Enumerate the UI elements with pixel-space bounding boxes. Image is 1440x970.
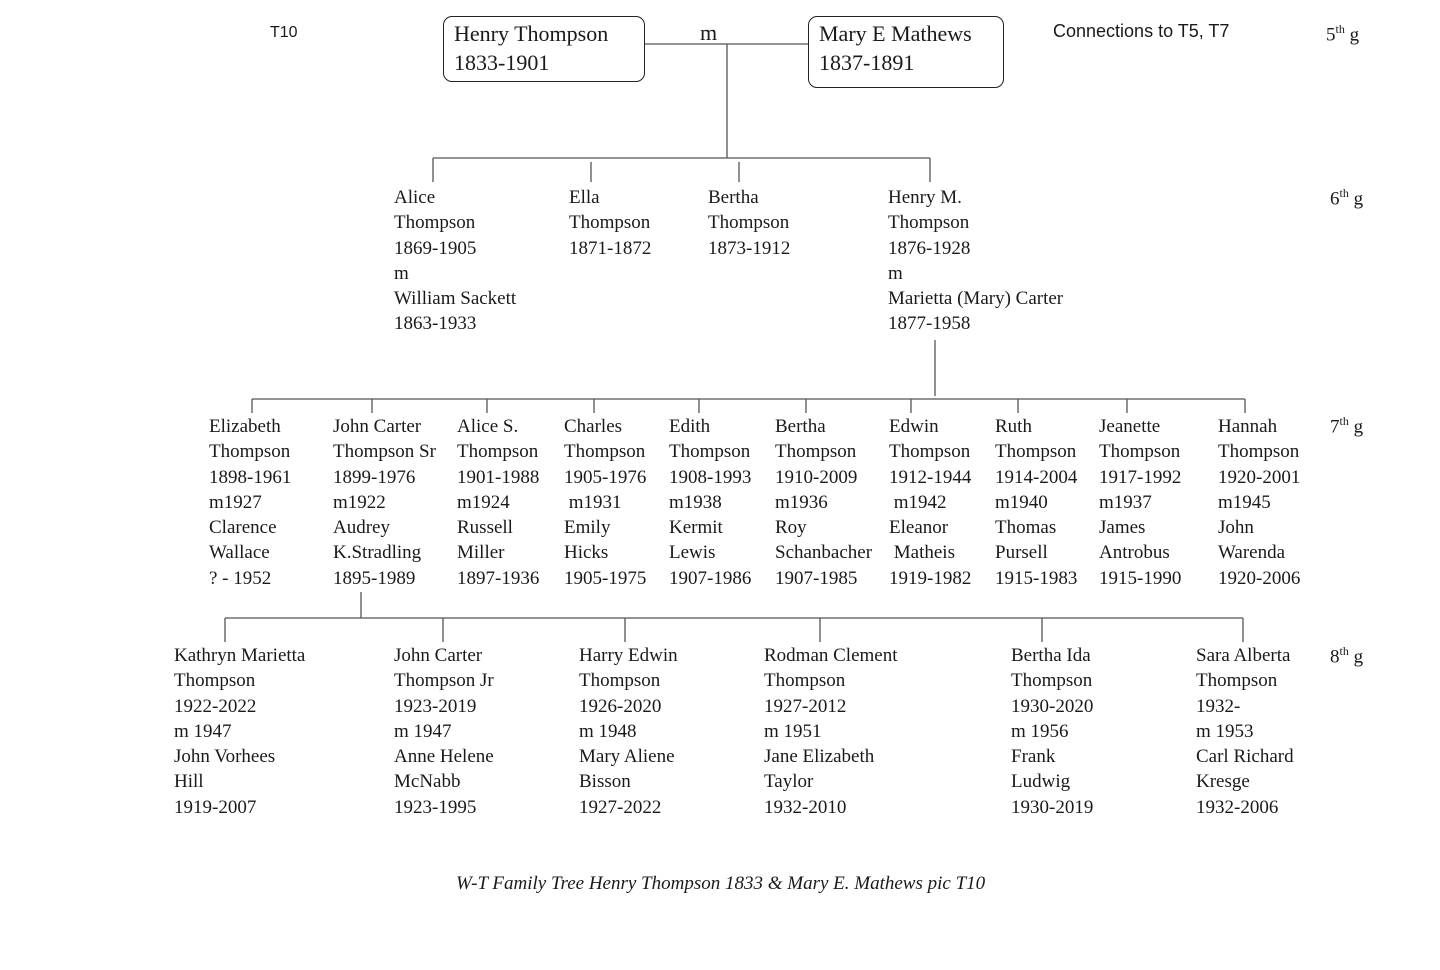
- person-line: Warenda: [1218, 542, 1286, 564]
- gen7-person: [669, 414, 751, 591]
- person-line: Bertha: [708, 187, 759, 208]
- person-line: m1937: [1099, 491, 1152, 513]
- person-line: Mary Aliene: [579, 746, 675, 768]
- gen7-person: [457, 414, 539, 591]
- person-line: Bisson: [579, 771, 631, 793]
- gen7-person: [1099, 414, 1181, 591]
- root-husband-box: [443, 16, 645, 82]
- gen7-person: [209, 414, 291, 591]
- person-line: Thompson: [569, 212, 651, 234]
- person-line: ? - 1952: [209, 567, 272, 589]
- person-line: Thompson: [1011, 670, 1093, 692]
- person-line: Thompson: [564, 441, 646, 463]
- gen8-person: [1011, 643, 1093, 820]
- gen8-person: [1196, 643, 1294, 820]
- person-line: 1930-2019: [1011, 796, 1094, 818]
- person-line: John Vorhees: [174, 746, 276, 768]
- generation-label: 8th g: [1330, 644, 1364, 668]
- person-line: 1919-2007: [174, 796, 257, 818]
- person-line: Hicks: [564, 542, 609, 564]
- person-line: Eleanor: [889, 517, 949, 539]
- person-line: Edith: [669, 416, 711, 437]
- gen8-person: [174, 643, 305, 820]
- tree-caption: W-T Family Tree Henry Thompson 1833 & Mary E. Mathews pic T10: [456, 873, 986, 894]
- person-line: 1869-1905: [394, 237, 477, 259]
- person-line: 1871-1872: [569, 237, 652, 259]
- person-line: m1936: [775, 491, 828, 513]
- person-line: Ella: [569, 187, 600, 208]
- person-line: 1910-2009: [775, 466, 858, 488]
- root-wife-box: [808, 16, 1004, 88]
- person-line: William Sackett: [394, 288, 517, 310]
- person-line: McNabb: [394, 771, 461, 793]
- person-line: 1927-2012: [764, 695, 847, 717]
- person-line: Ruth: [995, 416, 1032, 437]
- person-line: 1897-1936: [457, 567, 540, 589]
- person-line: Pursell: [995, 542, 1048, 564]
- person-line: Sara Alberta: [1196, 645, 1291, 666]
- person-line: 1898-1961: [209, 466, 292, 488]
- person-line: Carl Richard: [1196, 746, 1294, 768]
- person-line: Clarence: [209, 517, 277, 539]
- person-line: Kresge: [1196, 771, 1250, 793]
- person-line: m1922: [333, 491, 386, 513]
- person-line: 1873-1912: [708, 237, 791, 259]
- person-line: Rodman Clement: [764, 645, 898, 666]
- person-line: 1876-1928: [888, 237, 971, 259]
- person-line: 1901-1988: [457, 466, 540, 488]
- person-line: Bertha: [775, 416, 826, 437]
- person-line: 1932-: [1196, 695, 1241, 717]
- person-line: m 1953: [1196, 720, 1254, 742]
- person-line: Thompson Jr: [394, 670, 494, 692]
- person-line: m 1956: [1011, 720, 1069, 742]
- person-line: Lewis: [669, 542, 716, 564]
- tree-id-label: T10: [270, 24, 298, 41]
- person-line: Thompson Sr: [333, 441, 436, 463]
- person-line: 1922-2022: [174, 695, 257, 717]
- person-line: 1908-1993: [669, 466, 752, 488]
- gen7-person: [775, 414, 872, 591]
- person-line: Alice S.: [457, 416, 519, 437]
- person-line: Kermit: [669, 517, 723, 539]
- person-line: m 1948: [579, 720, 637, 742]
- person-line: m 1947: [394, 720, 452, 742]
- person-line: Edwin: [889, 416, 939, 437]
- person-line: Hannah: [1218, 416, 1278, 437]
- person-line: Jeanette: [1099, 416, 1161, 437]
- gen6-person: [569, 185, 651, 261]
- gen8-person: [394, 643, 494, 820]
- person-line: James: [1099, 517, 1146, 539]
- person-line: m1927: [209, 491, 262, 513]
- gen7-person: [564, 414, 646, 591]
- person-line: m1940: [995, 491, 1048, 513]
- person-line: Thompson: [1196, 670, 1278, 692]
- gen7-person: [889, 414, 971, 591]
- person-line: 1863-1933: [394, 313, 477, 335]
- person-line: 1899-1976: [333, 466, 416, 488]
- person-line: Frank: [1011, 746, 1056, 768]
- person-line: K.Stradling: [333, 542, 422, 564]
- person-line: Russell: [457, 517, 513, 539]
- generation-label: 6th g: [1330, 186, 1364, 210]
- person-line: Roy: [775, 517, 807, 539]
- person-line: John Carter: [333, 416, 422, 437]
- person-line: Thompson: [669, 441, 751, 463]
- gen8-person: [579, 643, 678, 820]
- person-line: Marietta (Mary) Carter: [888, 288, 1064, 310]
- person-line: m1924: [457, 491, 510, 513]
- person-line: Thomas: [995, 517, 1057, 539]
- person-line: Jane Elizabeth: [764, 746, 875, 768]
- person-line: 1915-1983: [995, 567, 1078, 589]
- person-line: Hill: [174, 771, 204, 793]
- person-line: John: [1218, 517, 1254, 539]
- person-line: 1923-1995: [394, 796, 477, 818]
- person-line: 1907-1985: [775, 567, 858, 589]
- person-line: 1905-1975: [564, 567, 647, 589]
- person-line: Emily: [564, 517, 611, 539]
- person-line: Matheis: [889, 542, 955, 564]
- person-line: Alice: [394, 187, 436, 208]
- person-line: 1919-1982: [889, 567, 972, 589]
- person-line: Thompson: [708, 212, 790, 234]
- person-line: 1912-1944: [889, 466, 972, 488]
- person-line: Wallace: [209, 542, 270, 564]
- person-line: 1905-1976: [564, 466, 647, 488]
- person-line: 1917-1992: [1099, 466, 1182, 488]
- person-line: John Carter: [394, 645, 483, 666]
- person-line: 1877-1958: [888, 313, 971, 335]
- person-line: 1915-1990: [1099, 567, 1182, 589]
- person-line: Thompson: [579, 670, 661, 692]
- gen6-person: [708, 185, 790, 261]
- person-line: Harry Edwin: [579, 645, 678, 666]
- person-line: 1927-2022: [579, 796, 662, 818]
- connections-label: Connections to T5, T7: [1053, 21, 1230, 41]
- person-line: Ludwig: [1011, 771, 1071, 793]
- person-line: Thompson: [888, 212, 970, 234]
- person-line: Taylor: [764, 771, 814, 793]
- person-line: Thompson: [1218, 441, 1300, 463]
- person-line: 1923-2019: [394, 695, 477, 717]
- person-line: Thompson: [889, 441, 971, 463]
- person-line: Thompson: [209, 441, 291, 463]
- person-line: 1920-2001: [1218, 466, 1301, 488]
- person-line: m 1947: [174, 720, 232, 742]
- gen6-person: [394, 185, 516, 337]
- root-marriage-label: m: [700, 20, 718, 45]
- person-line: 1932-2010: [764, 796, 847, 818]
- person-line: Thompson: [775, 441, 857, 463]
- gen7-person: [1218, 414, 1300, 591]
- person-line: m1931: [564, 491, 622, 513]
- person-line: 1930-2020: [1011, 695, 1094, 717]
- gen6-person: [888, 185, 1063, 337]
- person-line: Thompson: [394, 212, 476, 234]
- person-line: Charles: [564, 416, 623, 437]
- person-line: Thompson: [174, 670, 256, 692]
- person-line: Antrobus: [1099, 542, 1170, 564]
- person-line: Elizabeth: [209, 416, 281, 437]
- person-line: m1945: [1218, 491, 1271, 513]
- root-wife-years: 1837-1891: [819, 50, 915, 75]
- person-line: 1907-1986: [669, 567, 752, 589]
- person-line: Thompson: [764, 670, 846, 692]
- person-line: Thompson: [995, 441, 1077, 463]
- person-line: Thompson: [1099, 441, 1181, 463]
- person-line: 1926-2020: [579, 695, 662, 717]
- person-line: m: [888, 262, 903, 284]
- person-line: 1895-1989: [333, 567, 416, 589]
- person-line: m1938: [669, 491, 722, 513]
- generation-label: 5th g: [1326, 22, 1360, 46]
- root-husband-name: Henry Thompson: [454, 21, 609, 46]
- person-line: Henry M.: [888, 187, 962, 208]
- root-wife-name: Mary E Mathews: [819, 21, 972, 46]
- gen8-person: [764, 643, 898, 820]
- person-line: Miller: [457, 542, 505, 564]
- person-line: Thompson: [457, 441, 539, 463]
- person-line: Kathryn Marietta: [174, 645, 306, 666]
- person-line: Anne Helene: [394, 746, 494, 768]
- generation-label: 7th g: [1330, 414, 1364, 438]
- person-line: Schanbacher: [775, 542, 873, 564]
- gen7-person: [995, 414, 1077, 591]
- root-husband-years: 1833-1901: [454, 50, 550, 75]
- gen7-person: [333, 414, 436, 591]
- person-line: Bertha Ida: [1011, 645, 1091, 666]
- person-line: m 1951: [764, 720, 822, 742]
- person-line: m: [394, 262, 409, 284]
- person-line: m1942: [889, 491, 947, 513]
- person-line: 1914-2004: [995, 466, 1078, 488]
- person-line: 1932-2006: [1196, 796, 1279, 818]
- person-line: Audrey: [333, 517, 390, 539]
- person-line: 1920-2006: [1218, 567, 1301, 589]
